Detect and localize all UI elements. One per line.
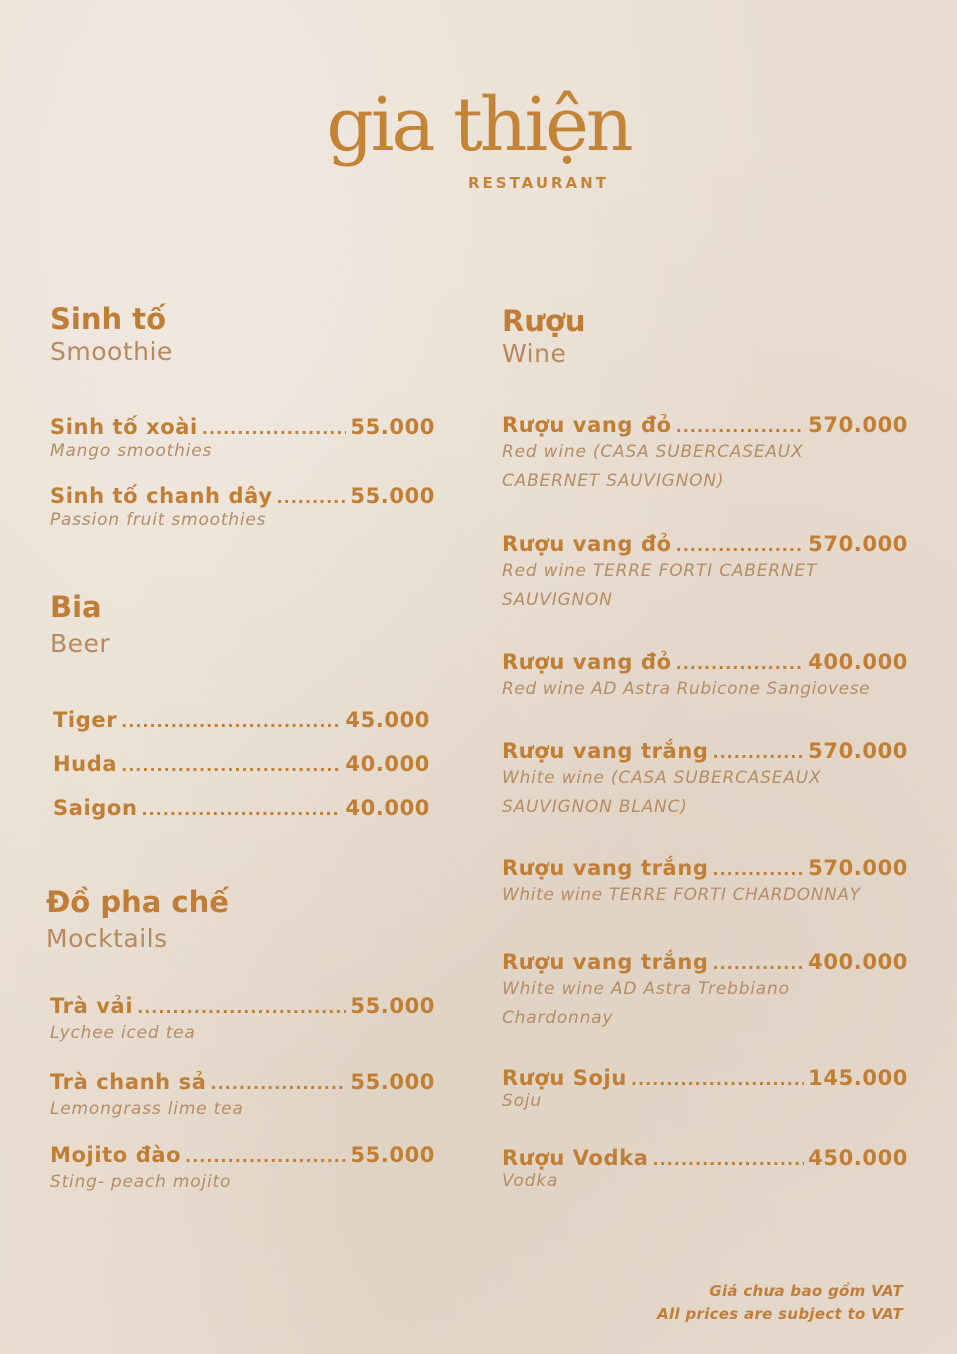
section-mocktails-heading bbox=[46, 885, 229, 954]
item-price: 450.000 bbox=[808, 1146, 908, 1170]
leader-dots bbox=[631, 1070, 804, 1089]
section-title-vn: Đồ pha chế bbox=[46, 885, 229, 919]
menu-item bbox=[50, 1143, 435, 1197]
menu-item bbox=[53, 752, 430, 776]
item-description: Lychee iced tea bbox=[50, 1023, 196, 1043]
leader-dots bbox=[142, 800, 342, 819]
menu-item bbox=[502, 1066, 908, 1111]
item-price: 570.000 bbox=[808, 739, 908, 763]
leader-dots bbox=[211, 1074, 347, 1093]
item-name: Sinh tố xoài bbox=[50, 415, 198, 439]
item-price: 40.000 bbox=[345, 796, 430, 820]
leader-dots bbox=[277, 488, 347, 507]
menu-item bbox=[502, 950, 908, 1033]
item-description: Lemongrass lime tea bbox=[50, 1099, 244, 1119]
menu-item bbox=[50, 994, 435, 1048]
section-title-vn: Sinh tố bbox=[50, 302, 166, 336]
section-title-en: Mocktails bbox=[46, 923, 168, 953]
leader-dots bbox=[713, 743, 805, 762]
leader-dots bbox=[713, 954, 805, 973]
item-name: Tiger bbox=[53, 708, 118, 732]
section-title-vn: Bia bbox=[50, 590, 102, 624]
item-price: 45.000 bbox=[345, 708, 430, 732]
item-description: White wine AD Astra Trebbiano Chardonnay bbox=[502, 979, 790, 1028]
item-name: Rượu vang trắng bbox=[502, 739, 709, 763]
menu-item bbox=[502, 1146, 908, 1191]
vat-note-vn: Giá chưa bao gồm VAT bbox=[709, 1282, 903, 1300]
leader-dots bbox=[676, 417, 805, 436]
item-description: Soju bbox=[502, 1091, 542, 1111]
menu-item bbox=[50, 484, 435, 531]
item-description: White wine (CASA SUBERCASEAUX SAUVIGNON BLANC) bbox=[502, 768, 822, 817]
item-price: 570.000 bbox=[808, 532, 908, 556]
item-price: 40.000 bbox=[345, 752, 430, 776]
item-description: Vodka bbox=[502, 1171, 559, 1191]
item-name: Rượu vang đỏ bbox=[502, 532, 672, 556]
item-name: Saigon bbox=[53, 796, 138, 820]
menu-item bbox=[50, 415, 435, 462]
item-description: Mango smoothies bbox=[50, 441, 213, 461]
item-name: Rượu vang trắng bbox=[502, 950, 709, 974]
menu-item bbox=[53, 708, 430, 732]
item-description: Red wine AD Astra Rubicone Sangiovese bbox=[502, 679, 871, 699]
restaurant-logo bbox=[0, 82, 957, 192]
item-price: 55.000 bbox=[350, 994, 435, 1018]
menu-item bbox=[502, 856, 908, 910]
menu-item bbox=[502, 650, 908, 704]
item-description: Passion fruit smoothies bbox=[50, 510, 267, 530]
item-price: 400.000 bbox=[808, 650, 908, 674]
section-smoothie-heading bbox=[50, 302, 173, 367]
leader-dots bbox=[185, 1147, 346, 1166]
item-price: 55.000 bbox=[350, 1070, 435, 1094]
section-title-en: Smoothie bbox=[50, 336, 173, 366]
leader-dots bbox=[713, 860, 805, 879]
item-description: Red wine TERRE FORTI CABERNET SAUVIGNON bbox=[502, 561, 818, 610]
leader-dots bbox=[202, 419, 347, 438]
section-beer-heading bbox=[50, 590, 110, 659]
item-price: 55.000 bbox=[350, 484, 435, 508]
logo-name: gia thiện bbox=[326, 82, 631, 168]
section-title-en: Beer bbox=[50, 628, 111, 658]
leader-dots bbox=[121, 756, 341, 775]
vat-note bbox=[657, 1280, 903, 1326]
section-title-en: Wine bbox=[502, 338, 567, 368]
logo-subtitle: RESTAURANT bbox=[468, 174, 609, 192]
item-price: 145.000 bbox=[808, 1066, 908, 1090]
menu-item bbox=[502, 532, 908, 615]
leader-dots bbox=[676, 654, 805, 673]
item-name: Rượu Soju bbox=[502, 1066, 627, 1090]
item-name: Sinh tố chanh dây bbox=[50, 484, 273, 508]
item-price: 55.000 bbox=[350, 415, 435, 439]
item-name: Rượu vang trắng bbox=[502, 856, 709, 880]
leader-dots bbox=[137, 998, 346, 1017]
vat-note-en: All prices are subject to VAT bbox=[657, 1305, 903, 1323]
leader-dots bbox=[121, 712, 341, 731]
item-price: 400.000 bbox=[808, 950, 908, 974]
item-description: Red wine (CASA SUBERCASEAUX CABERNET SAUVIGNON) bbox=[502, 442, 804, 491]
item-name: Trà chanh sả bbox=[50, 1070, 207, 1094]
item-description: Sting- peach mojito bbox=[50, 1172, 232, 1192]
menu-item bbox=[502, 413, 908, 496]
item-price: 570.000 bbox=[808, 856, 908, 880]
item-price: 570.000 bbox=[808, 413, 908, 437]
item-name: Rượu Vodka bbox=[502, 1146, 649, 1170]
leader-dots bbox=[653, 1150, 805, 1169]
item-name: Rượu vang đỏ bbox=[502, 650, 672, 674]
section-wine-heading bbox=[502, 304, 586, 369]
item-price: 55.000 bbox=[350, 1143, 435, 1167]
item-name: Huda bbox=[53, 752, 118, 776]
menu-item bbox=[53, 796, 430, 820]
menu-item bbox=[50, 1070, 435, 1124]
menu-item bbox=[502, 739, 908, 822]
leader-dots bbox=[676, 536, 805, 555]
item-name: Rượu vang đỏ bbox=[502, 413, 672, 437]
item-name: Trà vải bbox=[50, 994, 134, 1018]
section-title-vn: Rượu bbox=[502, 304, 586, 338]
item-name: Mojito đào bbox=[50, 1143, 182, 1167]
item-description: White wine TERRE FORTI CHARDONNAY bbox=[502, 885, 861, 905]
